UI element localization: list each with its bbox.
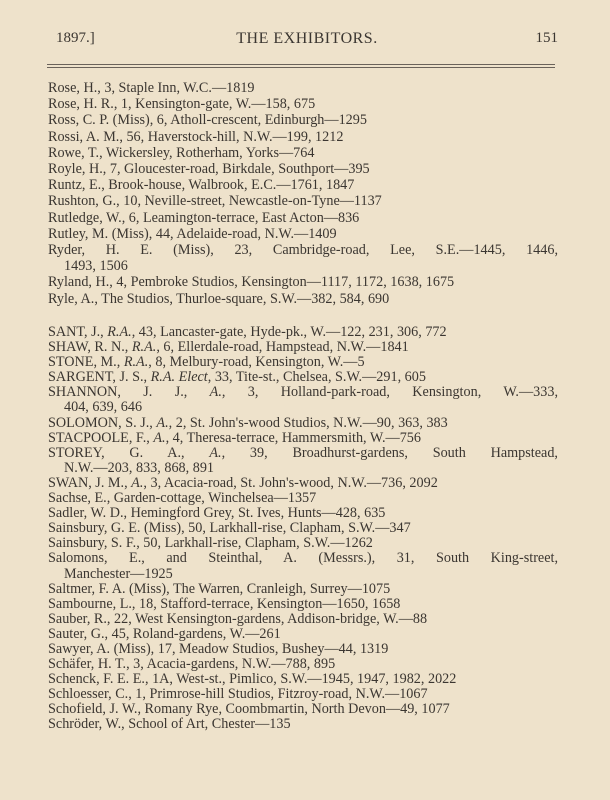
- academic-title: A.: [209, 384, 222, 401]
- list-item: [48, 80, 558, 96]
- academic-title: R.A.: [107, 324, 132, 340]
- entry-name: STOREY, G. A.,: [48, 444, 210, 461]
- entry-text: [48, 384, 558, 400]
- entry-text: [48, 445, 558, 461]
- list-item: [48, 129, 558, 145]
- entry-continuation: N.W.—203, 833, 868, 891: [64, 459, 215, 476]
- entry-line: [48, 506, 558, 521]
- list-item: [48, 506, 558, 521]
- entry-line: [48, 416, 558, 431]
- entry-text: [48, 520, 411, 536]
- entry-continuation: Manchester—1925: [64, 565, 173, 582]
- entry-address: , 2, St. John's-wood Studios, N.W.—90, 363, 383: [168, 414, 448, 431]
- entry-line: [48, 597, 558, 612]
- entry-text: [48, 581, 390, 597]
- entry-line: Rose, H., 3, Staple Inn, W.C.—1819: [48, 80, 255, 96]
- entry-text: [48, 505, 385, 521]
- entry-line: [48, 627, 558, 642]
- entry-name: Sainsbury, G. E. (Miss), 50, Larkhall-rise, Clapham, S.W.—347: [48, 520, 411, 537]
- list-item: [48, 672, 558, 687]
- academic-title: R.A.: [131, 339, 157, 356]
- entry-name: Sauter, G., 45, Roland-gardens, W.—261: [48, 625, 281, 642]
- entry-address: , 6, Ellerdale-road, Hampstead, N.W.—1841: [156, 339, 409, 356]
- entry-name: SOLOMON, S. J.,: [48, 414, 157, 431]
- list-item: [48, 161, 558, 177]
- list-item: [48, 521, 558, 536]
- page-number: 151: [535, 30, 558, 46]
- entry-name: Schofield, J. W., Romany Rye, Coombmartin, North Devon—49, 1077: [48, 701, 450, 718]
- list-item: [48, 582, 558, 597]
- entry-name: SHAW, R. N.,: [48, 339, 132, 356]
- list-item: [48, 226, 558, 242]
- list-item: [48, 385, 558, 415]
- list-item: [48, 370, 558, 385]
- list-item: [48, 476, 558, 491]
- list-item: [48, 274, 558, 290]
- entry-line: [48, 642, 558, 657]
- list-item: [48, 642, 558, 657]
- entry-line: [48, 385, 558, 400]
- entry-address: , 4, Theresa-terrace, Hammersmith, W.—756: [165, 429, 421, 446]
- entry-line: Rutley, M. (Miss), 44, Adelaide-road, N.W.—1409: [48, 225, 337, 242]
- entry-name: Sachse, E., Garden-cottage, Winchelsea—1357: [48, 490, 317, 507]
- header-rule-bottom: [47, 67, 555, 68]
- list-item: [48, 145, 558, 161]
- entry-text: [48, 369, 426, 385]
- entry-name: SARGENT, J. S.,: [48, 369, 151, 386]
- entry-line: Rutledge, W., 6, Leamington-terrace, East Acton—836: [48, 209, 360, 226]
- academic-title: A.: [153, 429, 166, 446]
- entry-continuation: 1493, 1506: [64, 258, 128, 275]
- entry-name: Sawyer, A. (Miss), 17, Meadow Studios, Bushey—44, 1319: [48, 640, 389, 657]
- entry-name: Schröder, W., School of Art, Chester—135: [48, 716, 291, 733]
- academic-title: A.: [209, 444, 222, 461]
- entry-line: [48, 325, 558, 340]
- header-year: 1897.]: [56, 30, 95, 46]
- entry-name: SWAN, J. M.,: [48, 474, 132, 491]
- entry-line: [48, 582, 558, 597]
- entry-line: [48, 431, 558, 446]
- list-item: [48, 96, 558, 112]
- entry-line: [48, 491, 558, 506]
- entry-name: STONE, M.,: [48, 354, 124, 371]
- entry-line: [48, 687, 558, 702]
- entry-line: [48, 446, 558, 461]
- entry-text: [48, 626, 281, 642]
- entry-line: [48, 476, 558, 491]
- entry-line: Ryland, H., 4, Pembroke Studios, Kensington—1117, 1172, 1638, 1675: [48, 274, 455, 291]
- entry-text: [48, 490, 316, 506]
- academic-title: A.: [131, 474, 144, 491]
- list-item: [48, 491, 558, 506]
- list-item: [48, 446, 558, 476]
- list-item: [48, 355, 558, 370]
- list-item: [48, 325, 558, 340]
- entry-text: [48, 354, 365, 370]
- entry-text: [48, 550, 558, 566]
- list-item: [48, 242, 558, 274]
- entry-line: Royle, H., 7, Gloucester-road, Birkdale, Southport—395: [48, 161, 370, 178]
- entry-name: Schenck, F. E. E., 1A, West-st., Pimlico, S.W.—1945, 1947, 1982, 2022: [48, 671, 457, 688]
- entry-address: , 43, Lancaster-gate, Hyde-pk., W.—122, 231, 306, 772: [131, 324, 447, 340]
- list-item: [48, 702, 558, 717]
- academic-title: A.: [156, 414, 169, 431]
- list-item: [48, 597, 558, 612]
- list-item: [48, 551, 558, 581]
- list-item: [48, 536, 558, 551]
- list-item: [48, 210, 558, 226]
- academic-title: R.A.: [123, 354, 149, 371]
- entry-line: [48, 340, 558, 355]
- entry-line: [48, 657, 558, 672]
- entry-line: [48, 355, 558, 370]
- entry-line: Runtz, E., Brook-house, Walbrook, E.C.—1761, 1847: [48, 177, 355, 194]
- entry-text: [48, 686, 428, 702]
- entry-address: , 39, Broadhurst-gardens, South Hampstead,: [221, 444, 558, 461]
- entry-name: Schäfer, H. T., 3, Acacia-gardens, N.W.—788, 895: [48, 656, 336, 673]
- entry-name: SANT, J.,: [48, 324, 108, 340]
- entry-line: [48, 672, 558, 687]
- academic-title: R.A. Elect: [150, 369, 208, 386]
- entry-name: Sauber, R., 22, West Kensington-gardens, Addison-bridge, W.—88: [48, 610, 428, 627]
- entry-line: [48, 612, 558, 627]
- entry-address: , 3, Holland-park-road, Kensington, W.—333,: [221, 384, 558, 401]
- entry-line: Ryder, H. E. (Miss), 23, Cambridge-road, Lee, S.E.—1445, 1446,: [48, 242, 558, 259]
- exhibitor-list-s: [48, 325, 558, 733]
- exhibitor-list-r: [48, 80, 558, 307]
- list-item: [48, 431, 558, 446]
- list-item: [48, 193, 558, 209]
- entry-name: Sambourne, L., 18, Stafford-terrace, Kensington—1650, 1658: [48, 595, 401, 612]
- entry-name: SHANNON, J. J.,: [48, 384, 210, 401]
- entry-text: [48, 475, 438, 491]
- entry-line: Ryle, A., The Studios, Thurloe-square, S.W.—382, 584, 690: [48, 290, 390, 307]
- entry-text: [48, 701, 450, 717]
- list-item: [48, 627, 558, 642]
- running-header: [56, 30, 558, 52]
- entry-line: [48, 702, 558, 717]
- entry-address: , 33, Tite-st., Chelsea, S.W.—291, 605: [207, 369, 426, 386]
- entry-name: Sadler, W. D., Hemingford Grey, St. Ives, Hunts—428, 635: [48, 505, 386, 522]
- list-item: [48, 717, 558, 732]
- entry-line: [48, 551, 558, 566]
- entry-name: Salomons, E., and Steinthal, A. (Messrs.), 31, South King-street,: [48, 550, 558, 567]
- list-item: [48, 416, 558, 431]
- list-item: [48, 340, 558, 355]
- list-item: [48, 612, 558, 627]
- entry-text: [48, 339, 409, 355]
- entry-line: Rowe, T., Wickersley, Rotherham, Yorks—764: [48, 144, 315, 161]
- entry-text: [48, 430, 421, 446]
- list-item: [48, 291, 558, 307]
- entry-address: , 8, Melbury-road, Kensington, W.—5: [148, 354, 365, 371]
- entry-line: Rose, H. R., 1, Kensington-gate, W.—158, 675: [48, 96, 316, 113]
- entry-continuation: 404, 639, 646: [64, 399, 143, 416]
- entry-name: Sainsbury, S. F., 50, Larkhall-rise, Clapham, S.W.—1262: [48, 535, 373, 552]
- page-title: THE EXHIBITORS.: [236, 30, 378, 47]
- entry-text: [48, 656, 335, 672]
- entry-text: [48, 415, 448, 431]
- entry-name: Schloesser, C., 1, Primrose-hill Studios, Fitzroy-road, N.W.—1067: [48, 686, 428, 703]
- entry-line: [48, 536, 558, 551]
- entry-line: [48, 370, 558, 385]
- entry-text: [48, 716, 291, 732]
- entry-name: STACPOOLE, F.,: [48, 429, 154, 446]
- header-rule-top: [47, 64, 555, 65]
- entry-text: [48, 611, 427, 627]
- entry-text: [48, 596, 400, 612]
- entry-line: Rushton, G., 10, Neville-street, Newcastle-on-Tyne—1137: [48, 193, 382, 210]
- entry-text: [48, 641, 388, 657]
- entry-line: Ross, C. P. (Miss), 6, Atholl-crescent, Edinburgh—1295: [48, 112, 367, 129]
- list-item: [48, 177, 558, 193]
- entry-line: [48, 521, 558, 536]
- entry-text: [48, 535, 373, 551]
- entry-text: [48, 671, 456, 687]
- entry-address: , 3, Acacia-road, St. John's-wood, N.W.—736, 2092: [143, 474, 438, 491]
- entry-line: Rossi, A. M., 56, Haverstock-hill, N.W.—199, 1212: [48, 128, 344, 145]
- entry-line: [48, 717, 558, 732]
- list-item: [48, 112, 558, 128]
- list-item: [48, 687, 558, 702]
- entry-name: Saltmer, F. A. (Miss), The Warren, Cranleigh, Surrey—1075: [48, 580, 391, 597]
- list-item: [48, 657, 558, 672]
- entry-text: [48, 324, 447, 340]
